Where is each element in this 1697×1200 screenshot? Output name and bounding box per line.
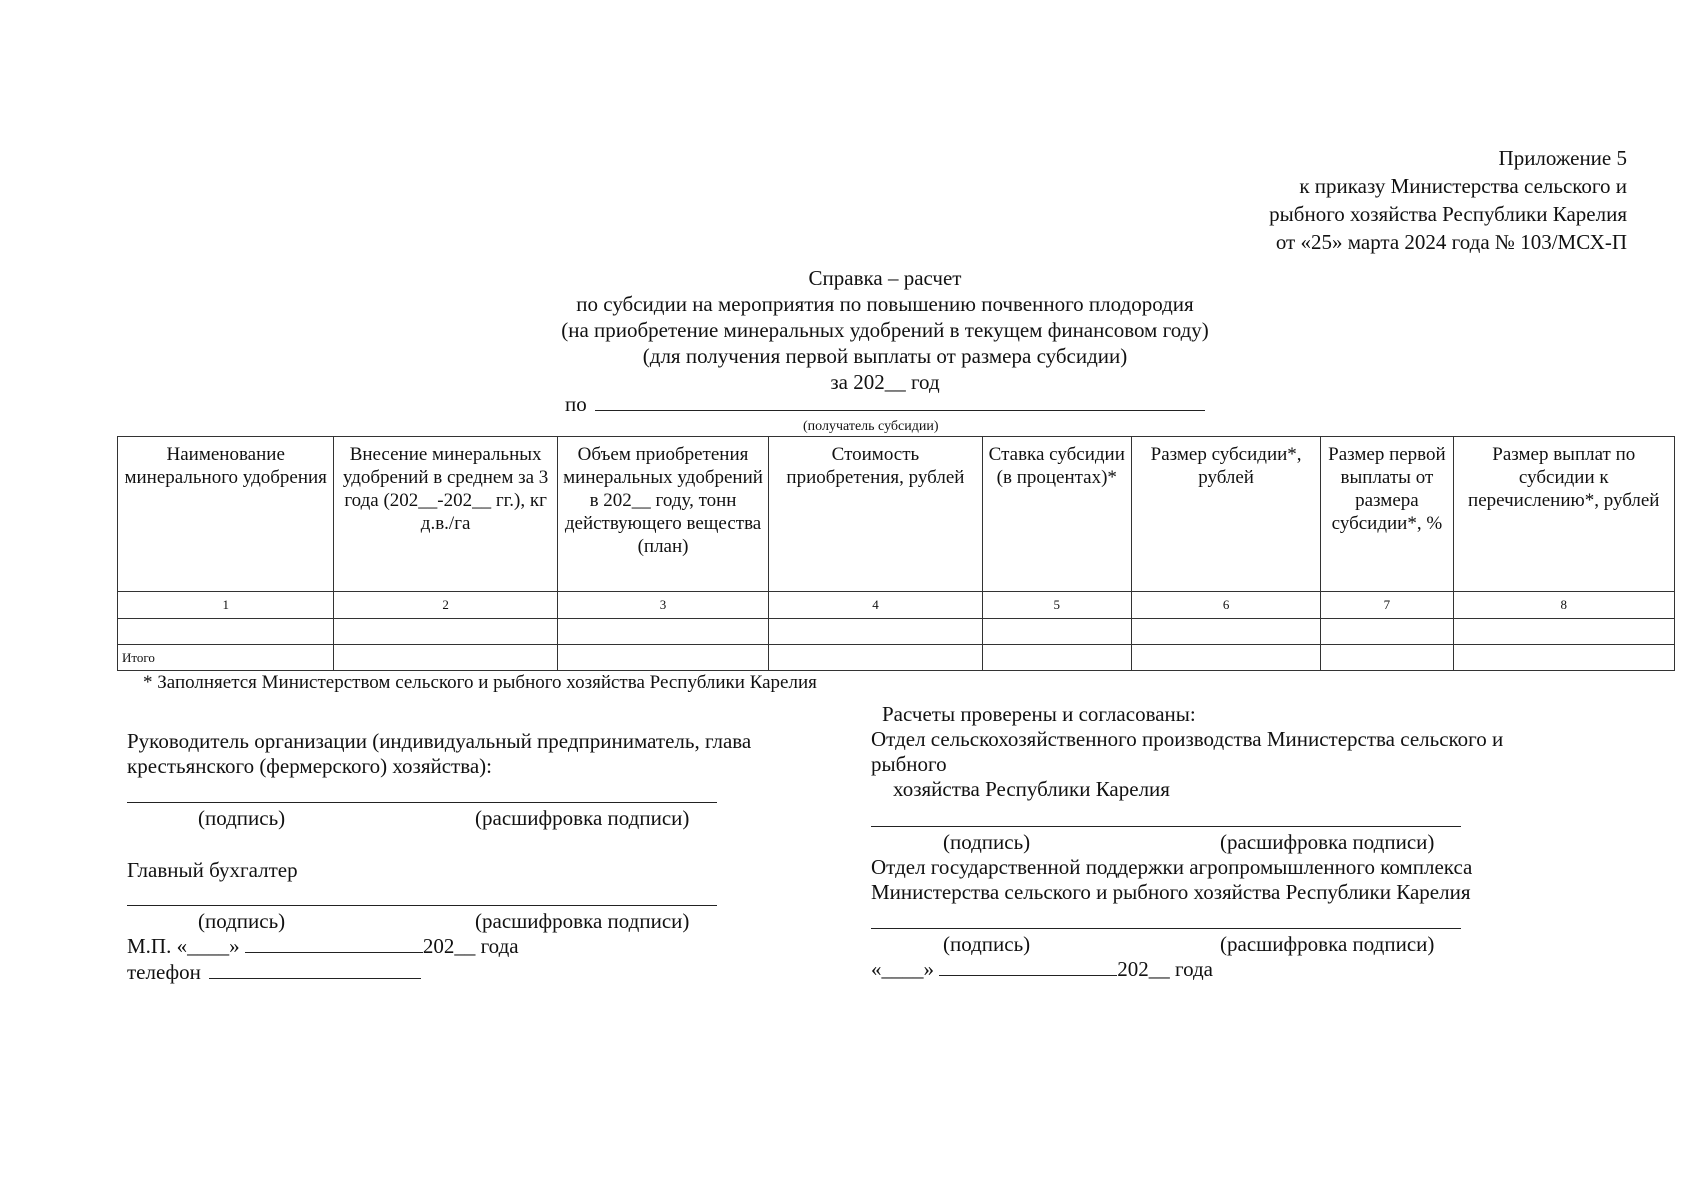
phone-line (127, 960, 421, 985)
column-number: 6 (1131, 592, 1320, 619)
table-cell[interactable] (1321, 619, 1453, 645)
table-cell[interactable] (557, 619, 768, 645)
column-number: 2 (334, 592, 557, 619)
title-line: (на приобретение минеральных удобрений в текущем финансовом году) (561, 318, 1209, 342)
stamp-date-prefix: М.П. «____» (127, 934, 245, 958)
header-cell: Стоимость приобретения, рублей (769, 437, 982, 592)
column-number: 8 (1453, 592, 1674, 619)
stamp-date-line (127, 934, 519, 959)
dept2-label-line: Отдел государственной поддержки агропромышленного комплекса (871, 855, 1473, 879)
signature-caption: (подпись) (198, 909, 286, 933)
table-cell[interactable] (334, 619, 557, 645)
document-title (340, 265, 1430, 395)
column-number: 4 (769, 592, 982, 619)
total-label: Итого (118, 645, 334, 671)
decode-caption: (расшифровка подписи) (475, 806, 690, 830)
header-cell: Ставка субсидии (в процентах)* (982, 437, 1131, 592)
table-cell[interactable] (557, 645, 768, 671)
decode-caption: (расшифровка подписи) (1220, 932, 1435, 956)
title-line: за 202__ год (830, 370, 940, 394)
stamp-date-suffix: 202__ года (422, 934, 519, 958)
signature-caption: (подпись) (943, 932, 1031, 956)
title-line: по субсидии на мероприятия по повышению почвенного плодородия (576, 292, 1194, 316)
table-header-row (118, 437, 1675, 592)
header-cell: Наименование минерального удобрения (118, 437, 334, 592)
table-cell[interactable] (769, 645, 982, 671)
dept1-label-line: хозяйства Республики Карелия (893, 777, 1170, 801)
table-cell[interactable] (118, 619, 334, 645)
recipient-field (565, 392, 1205, 417)
table-cell[interactable] (1131, 619, 1320, 645)
signature-caption: (подпись) (198, 806, 286, 830)
column-number: 3 (557, 592, 768, 619)
header-cell: Внесение минеральных удобрений в среднем за 3 года (202__-202__ гг.), кг д.в./га (334, 437, 557, 592)
table-cell[interactable] (769, 619, 982, 645)
appendix-line: Приложение 5 (1498, 146, 1627, 170)
table-cell[interactable] (1131, 645, 1320, 671)
recipient-input-line[interactable] (595, 392, 1205, 411)
appendix-line: рыбного хозяйства Республики Карелия (1269, 202, 1627, 226)
column-number: 5 (982, 592, 1131, 619)
dept2-signature-line[interactable] (871, 928, 1461, 929)
table-cell[interactable] (1453, 619, 1674, 645)
decode-caption: (расшифровка подписи) (1220, 830, 1435, 854)
dept1-label-line: рыбного (871, 752, 947, 776)
header-cell: Объем приобретения минеральных удобрений в 202__ году, тонн действующего вещества (план) (557, 437, 768, 592)
approval-date-line (871, 957, 1213, 982)
appendix-line: к приказу Министерства сельского и (1299, 174, 1627, 198)
approval-date-suffix: 202__ года (1117, 957, 1213, 981)
table-cell[interactable] (334, 645, 557, 671)
column-number: 1 (118, 592, 334, 619)
signature-caption: (подпись) (943, 830, 1031, 854)
decode-caption: (расшифровка подписи) (475, 909, 690, 933)
table-cell[interactable] (982, 619, 1131, 645)
header-cell: Размер первой выплаты от размера субсидии*, % (1321, 437, 1453, 592)
title-line: (для получения первой выплаты от размера субсидии) (642, 344, 1128, 368)
column-number-row (118, 592, 1675, 619)
appendix-line: от «25» марта 2024 года № 103/МСХ-П (1275, 230, 1627, 254)
table-row (118, 619, 1675, 645)
table-cell[interactable] (1321, 645, 1453, 671)
title-line: Справка – расчет (808, 266, 962, 290)
head-label-line1: Руководитель организации (индивидуальный предприниматель, глава (127, 729, 752, 753)
footnote: * Заполняется Министерством сельского и рыбного хозяйства Республики Карелия (143, 672, 817, 693)
table-cell[interactable] (982, 645, 1131, 671)
header-cell: Размер выплат по субсидии к перечислению*, рублей (1453, 437, 1674, 592)
phone-blank[interactable] (209, 960, 421, 979)
approval-date-prefix: «____» (871, 957, 940, 981)
dept1-label-line: Отдел сельскохозяйственного производства Министерства сельского и (871, 727, 1504, 751)
recipient-prefix: по (565, 392, 587, 416)
appendix-note (1269, 144, 1627, 256)
month-blank[interactable] (939, 957, 1117, 976)
header-cell: Размер субсидии*, рублей (1131, 437, 1320, 592)
checked-label: Расчеты проверены и согласованы: (882, 702, 1196, 726)
head-signature-line[interactable] (127, 802, 717, 803)
phone-label: телефон (127, 960, 201, 984)
accountant-signature-line[interactable] (127, 905, 717, 906)
column-number: 7 (1321, 592, 1453, 619)
month-blank[interactable] (245, 934, 423, 953)
total-row (118, 645, 1675, 671)
calculation-table (117, 436, 1675, 671)
recipient-caption: (получатель субсидии) (803, 419, 939, 434)
accountant-label: Главный бухгалтер (127, 858, 298, 882)
dept2-label-line: Министерства сельского и рыбного хозяйства Республики Карелия (871, 880, 1471, 904)
dept1-signature-line[interactable] (871, 826, 1461, 827)
head-label-line2: крестьянского (фермерского) хозяйства): (127, 754, 492, 778)
table-cell[interactable] (1453, 645, 1674, 671)
